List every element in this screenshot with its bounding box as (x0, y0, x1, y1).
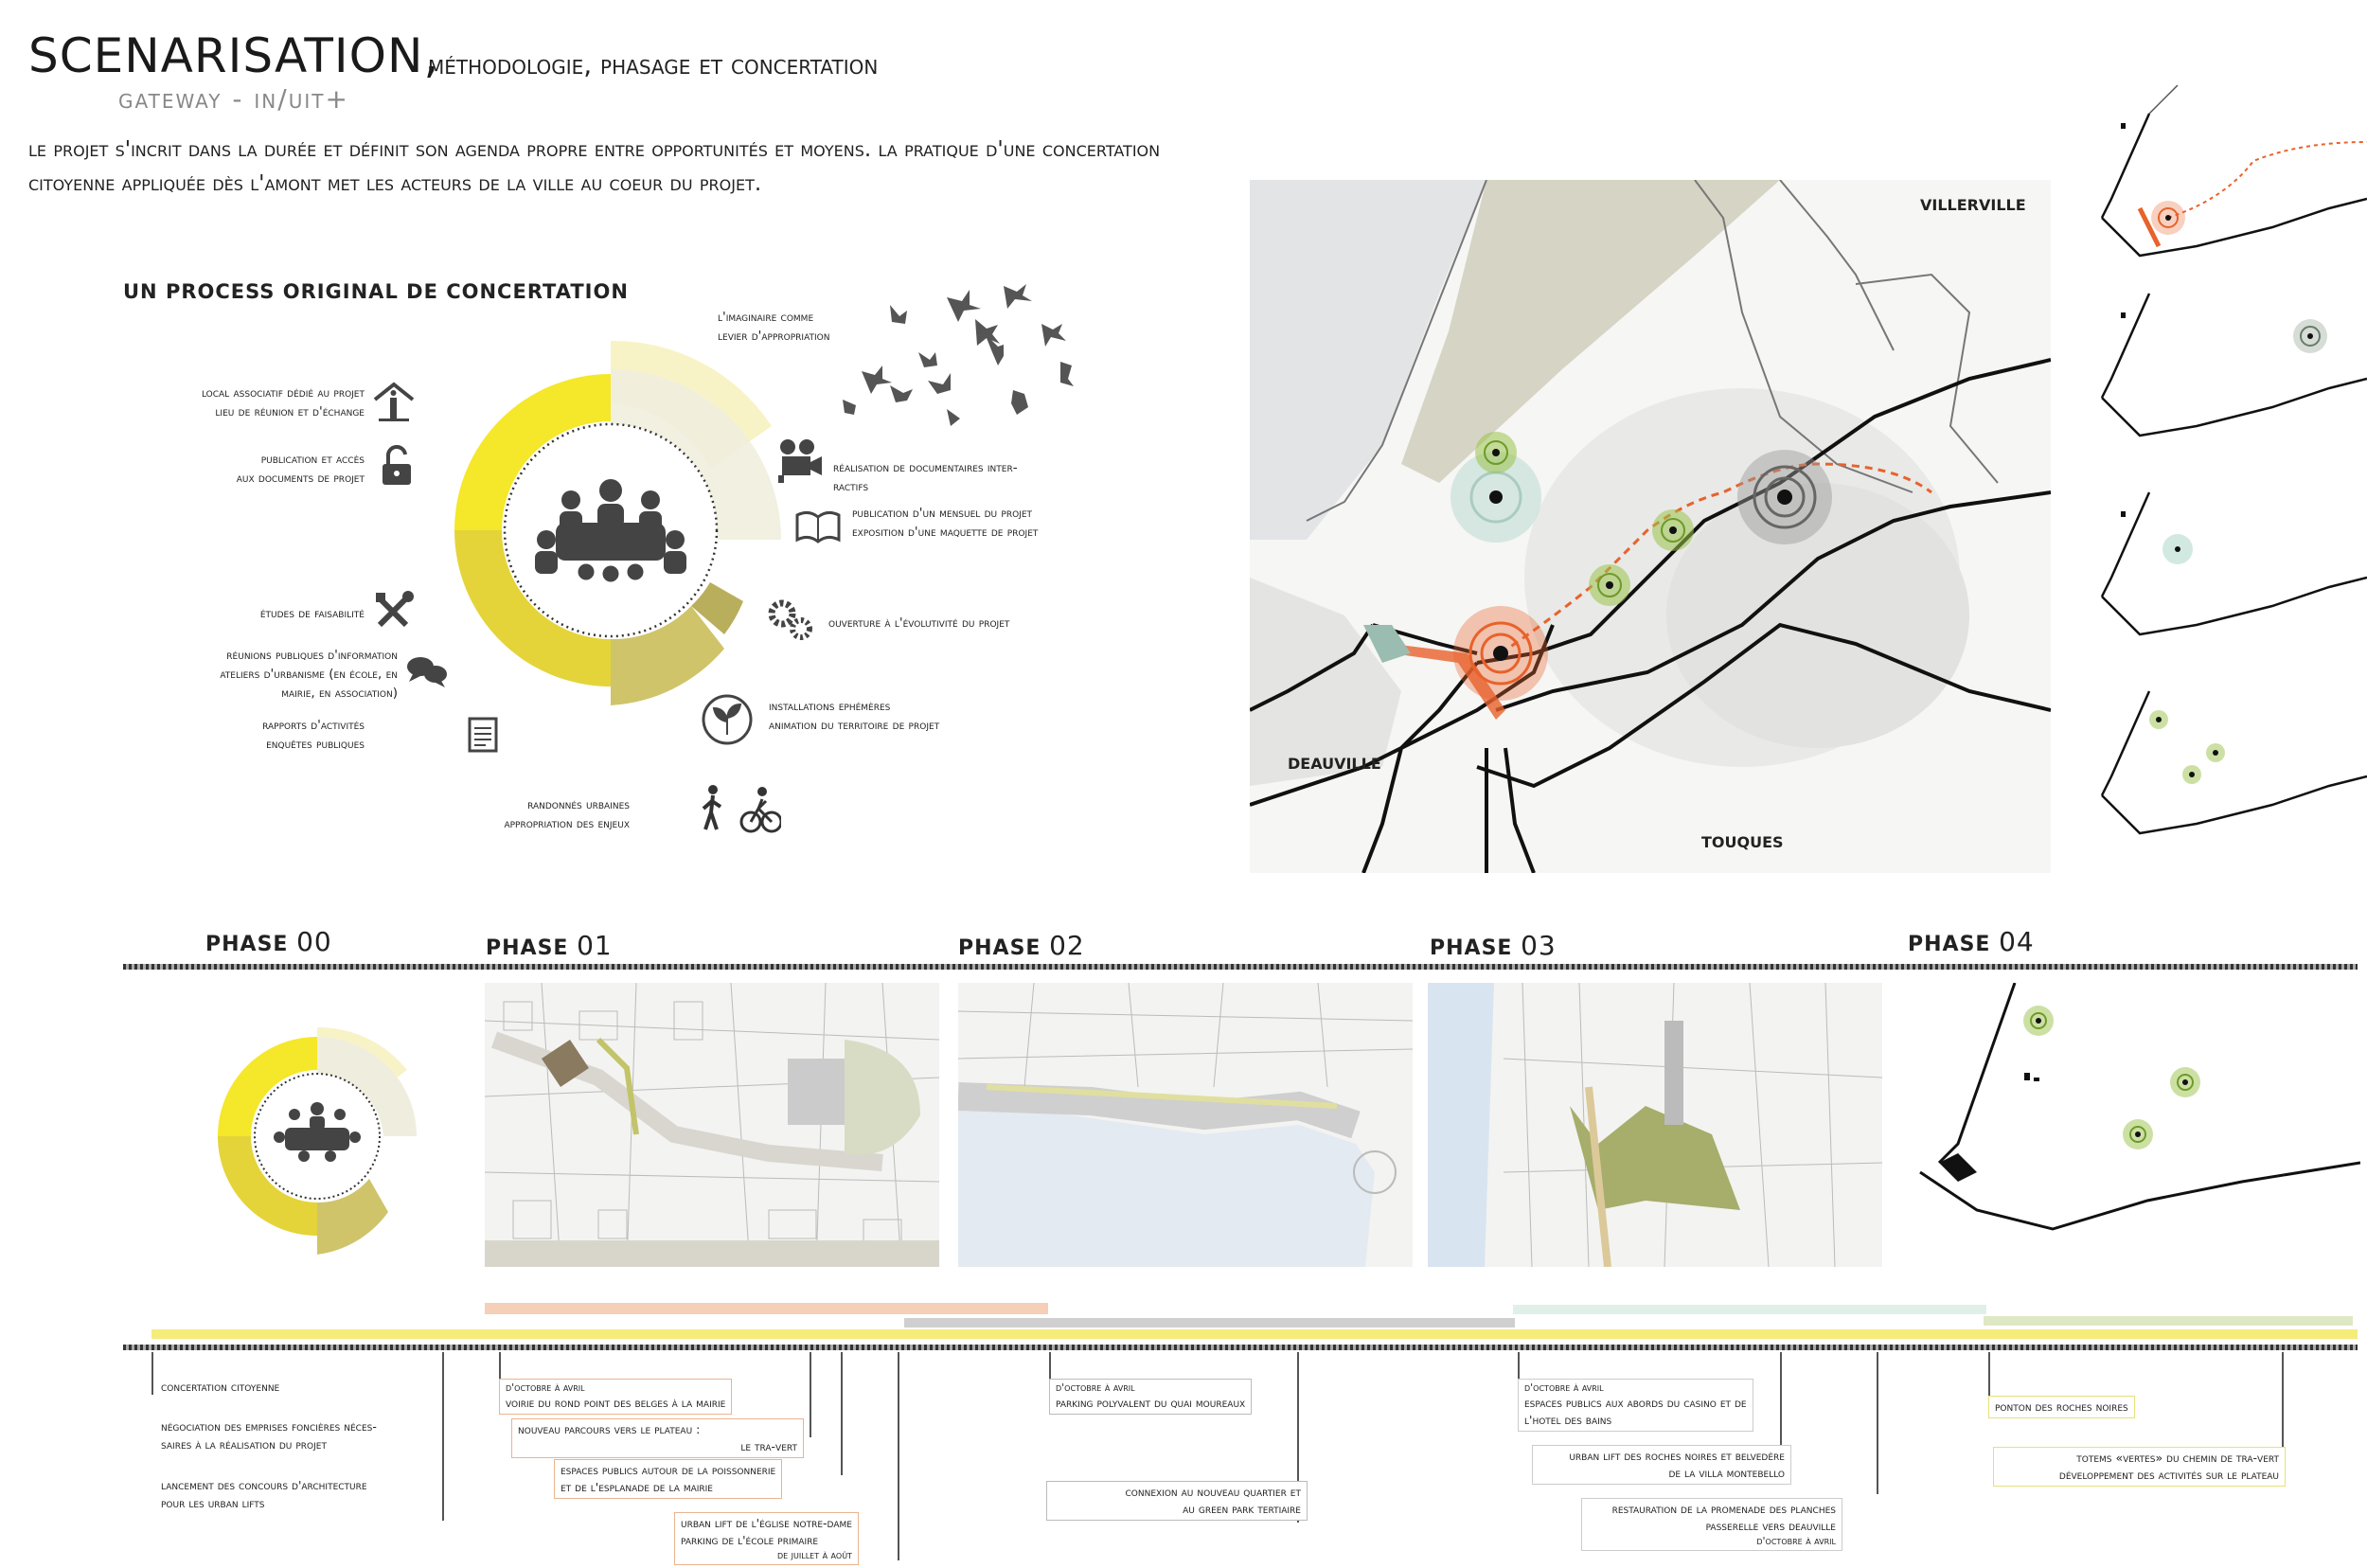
phase-02-plan (958, 983, 1413, 1267)
phase-04-title (1908, 926, 2035, 957)
mini-map-4 (2102, 691, 2367, 833)
concertation-item-publication (114, 450, 365, 488)
target-green-2 (1652, 509, 1694, 551)
concertation-item-rapports (114, 716, 365, 754)
timeline-box-voirie (499, 1379, 732, 1415)
phase-word: PHASE (1908, 933, 1991, 956)
item-line: randonnés urbaines (527, 797, 630, 812)
concertation-item-documentaires (833, 458, 1117, 496)
timeline-label: de la villa montebello (1668, 1466, 1785, 1480)
item-line: ouverture à l'évolutivité du projet (828, 615, 1010, 631)
item-line: appropriation des enjeux (504, 816, 630, 831)
timeline-label: connexion au nouveau quartier et (1125, 1485, 1301, 1499)
timeline-label: urban lift de l'église notre-dame (681, 1516, 852, 1530)
concertation-item-local (114, 383, 365, 421)
timeline-bar-phase-01 (485, 1303, 1048, 1314)
phase-word: PHASE (1430, 936, 1513, 960)
item-line: réunions publiques d'information (226, 648, 398, 663)
item-line: études de faisabilité (259, 606, 365, 621)
phase-03-plan (1428, 983, 1882, 1267)
item-line: l'imaginaire comme (718, 310, 814, 325)
item-line: réalisation de documentaires inter- (833, 460, 1018, 475)
timeline-label: ponton des roches noires (1995, 1399, 2128, 1414)
project-name: gateway - in/uit+ (118, 83, 349, 115)
timeline-box-ponton (1988, 1396, 2135, 1418)
mini-map-2 (2102, 294, 2367, 436)
concertation-item-evolutivite (828, 614, 1112, 633)
timeline-tick (499, 1352, 501, 1381)
timeline-label: développement des activités sur le plateau (2058, 1468, 2279, 1482)
mini-map-1 (2102, 85, 2367, 256)
map-label-deauville: DEAUVILLE (1288, 755, 1381, 773)
item-line: lieu de réunion et d'échange (215, 404, 365, 419)
timeline-box-connexion (1046, 1481, 1308, 1521)
item-line: publication et accès (260, 452, 365, 467)
phase-number: 00 (296, 926, 332, 957)
concertation-item-reunions (114, 646, 398, 703)
item-line: local associatif dédié au projet (201, 385, 365, 401)
timeline-tick (151, 1352, 153, 1395)
timeline-label: nouveau parcours vers le plateau : (518, 1422, 701, 1436)
page-title: SCENARISATION, (28, 28, 440, 83)
tools-icon (374, 589, 416, 631)
map-label-villerville: VILLERVILLE (1920, 196, 2026, 214)
item-line: levier d'appropriation (718, 329, 830, 344)
timeline-tick (1780, 1352, 1782, 1447)
item-line: installations ephémères (769, 699, 891, 714)
phase-word: PHASE (486, 936, 569, 960)
phase-number: 04 (1999, 926, 2035, 957)
phase-01-plan (485, 983, 939, 1267)
phase-number: 02 (1049, 930, 1085, 961)
timeline-tick (1518, 1352, 1520, 1381)
concertation-item-installations (769, 697, 1091, 735)
timeline-label: et de l'esplanade de la mairie (561, 1480, 713, 1494)
timeline-date: de juillet à août (776, 1549, 852, 1561)
padlock-open-icon (379, 445, 415, 487)
notepad-icon (467, 715, 501, 755)
item-line: ateliers d'urbanisme (en école, en (220, 667, 398, 682)
timeline-tick (442, 1352, 444, 1521)
phase-number: 01 (577, 930, 613, 961)
timeline-tick (810, 1352, 811, 1437)
timeline-date: d'octobre à avril (506, 1381, 585, 1394)
target-green-1 (1475, 432, 1517, 473)
item-line: rapports d'activités (262, 718, 365, 733)
phase-02-title (958, 930, 1085, 961)
concertation-item-randonnes (379, 795, 630, 833)
item-line: publication d'un mensuel du projet (852, 506, 1032, 521)
timeline-bar-phase-04 (1984, 1316, 2353, 1326)
timeline-box-parcours (511, 1418, 804, 1458)
intro-paragraph: le projet s'incrit dans la durée et définit son agenda propre entre opportunités et moyens. la pratique d'une concertation citoyenne appliquée dès l'amont met les acteurs de la ville au coeur du projet. (28, 137, 1161, 196)
timeline-box-casino (1518, 1379, 1753, 1432)
timeline-tick (841, 1352, 843, 1475)
timeline-item-concours-2: pour les urban lifts (161, 1496, 265, 1510)
territory-map (1250, 180, 2051, 873)
gears-icon (765, 597, 816, 644)
item-line: exposition d'une maquette de projet (852, 525, 1039, 540)
timeline-label: parking de l'école primaire (681, 1533, 819, 1547)
phase-03-title (1430, 930, 1557, 961)
open-book-icon (795, 509, 841, 543)
concertation-title: UN PROCESS ORIGINAL DE CONCERTATION (123, 280, 629, 303)
concertation-ring-diagram (398, 322, 814, 739)
phase-00-title (205, 926, 332, 957)
timeline-date: d'octobre à avril (1056, 1381, 1135, 1394)
timeline-box-urban-lift-eglise (674, 1512, 859, 1565)
timeline-tick (898, 1352, 899, 1560)
timeline-label: l'hotel des bains (1524, 1413, 1612, 1427)
timeline-date: d'octobre à avril (1524, 1381, 1604, 1394)
speech-bubbles-icon (405, 653, 449, 691)
phase-number: 03 (1521, 930, 1557, 961)
phase-00-ring (204, 1018, 421, 1274)
timeline-date: d'octobre à avril (1756, 1535, 1836, 1547)
timeline-item-concertation: concertation citoyenne (161, 1380, 280, 1394)
map-label-touques: TOUQUES (1701, 833, 1784, 851)
timeline-label: au green park tertiaire (1183, 1502, 1301, 1516)
timeline-item-negociation: négociation des emprises foncières néces- (161, 1419, 377, 1434)
phase-word: PHASE (958, 936, 1041, 960)
timeline-label: le tra-vert (740, 1439, 797, 1453)
phase-divider-bottom (123, 1345, 2358, 1350)
target-orange (1453, 606, 1548, 701)
concertation-item-etudes (114, 604, 365, 623)
timeline-box-roches-noires-lift (1532, 1445, 1791, 1485)
item-line: aux documents de projet (236, 471, 365, 486)
phase-divider-top (123, 964, 2358, 970)
timeline-label: parking polyvalent du quai moureaux (1056, 1396, 1246, 1410)
film-camera-icon (774, 437, 824, 485)
item-line: enquêtes publiques (266, 737, 365, 752)
timeline-label: restauration de la promenade des planches (1611, 1502, 1836, 1516)
timeline-bar-concertation (151, 1329, 2358, 1339)
item-line: ractifs (833, 479, 869, 494)
timeline-box-parking-quai (1049, 1379, 1252, 1415)
concertation-item-mensuel (852, 504, 1155, 542)
timeline-label: espaces publics autour de la poissonnerie (561, 1463, 776, 1477)
mini-map-3 (2102, 492, 2367, 634)
timeline-label: espaces publics aux abords du casino et de (1524, 1396, 1747, 1410)
birds-icon (833, 276, 1079, 437)
item-line: mairie, en association) (281, 686, 398, 701)
target-grey (1737, 450, 1832, 544)
timeline-label: voirie du rond point des belges à la mairie (506, 1396, 726, 1410)
target-green-3 (1589, 564, 1630, 606)
phase-word: PHASE (205, 933, 289, 956)
leaf-icon (701, 693, 754, 746)
page-subtitle: méthodologie, phasage et concertation (428, 49, 879, 80)
timeline-box-espaces-poissonnerie (554, 1459, 782, 1499)
timeline-tick (1877, 1352, 1878, 1494)
timeline-label: urban lift des roches noires et belvedère (1569, 1449, 1785, 1463)
timeline-bar-phase-02 (904, 1318, 1515, 1327)
timeline-bar-phase-03 (1513, 1305, 1986, 1314)
phase-mini-maps (2083, 85, 2367, 900)
phase-01-title (486, 930, 613, 961)
timeline-box-totems (1993, 1447, 2286, 1487)
info-house-icon (371, 379, 417, 424)
phase-04-plan (1901, 983, 2360, 1267)
timeline-label: totems «vertes» du chemin de tra-vert (2076, 1451, 2279, 1465)
timeline-box-planches (1581, 1498, 1842, 1551)
walker-cyclist-icon (696, 784, 781, 837)
timeline-item-concours: lancement des concours d'architecture (161, 1478, 367, 1492)
timeline-item-negociation-2: saires à la réalisation du projet (161, 1437, 327, 1452)
timeline-label: passerelle vers deauville (1705, 1519, 1836, 1533)
item-line: animation du territoire de projet (769, 718, 940, 733)
